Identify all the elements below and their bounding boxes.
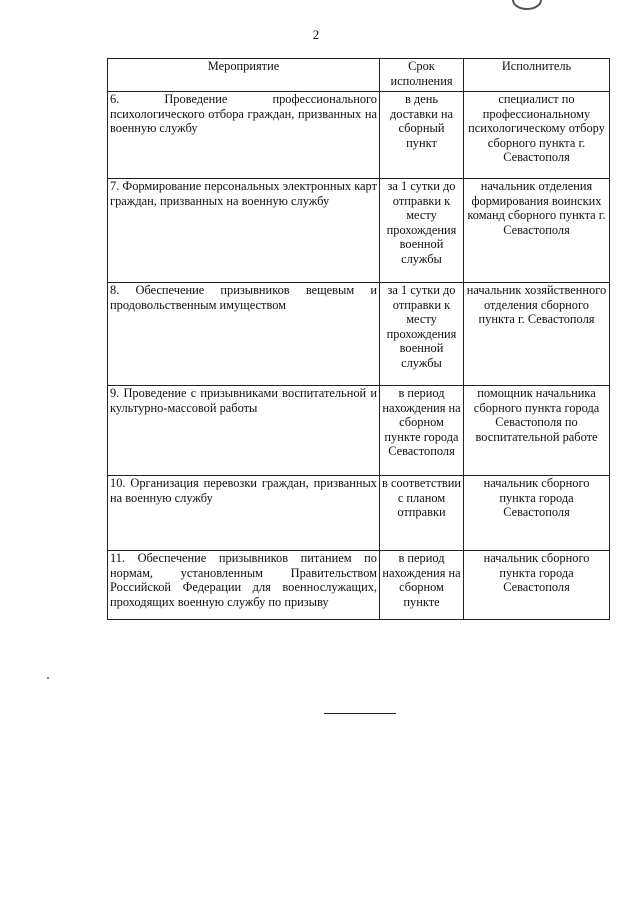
table-row bbox=[108, 386, 610, 476]
row-term: в день доставки на сборный пункт bbox=[380, 92, 464, 179]
row-event: 8. Обеспечение призывников вещевым и продовольственным имуществом bbox=[108, 283, 380, 386]
row-executor: начальник отделения формирования воинских команд сборного пункта г. Севастополя bbox=[464, 179, 610, 283]
table-row bbox=[108, 92, 610, 179]
row-event: 7. Формирование персональных электронных карт граждан, призванных на военную службу bbox=[108, 179, 380, 283]
row-term: в соответствии с планом отправки bbox=[380, 476, 464, 551]
row-event: 11. Обеспечение призывников питанием по нормам, установленным Правительством Российской Федерации для военнослужащих, проходящих военную службу по призыву bbox=[108, 551, 380, 620]
row-executor: помощник начальника сборного пункта города Севастополя по воспитательной работе bbox=[464, 386, 610, 476]
row-term: за 1 сутки до отправки к месту прохождения военной службы bbox=[380, 179, 464, 283]
table-row bbox=[108, 179, 610, 283]
scan-speck bbox=[47, 677, 49, 679]
table-row bbox=[108, 476, 610, 551]
scan-mark bbox=[512, 0, 542, 10]
row-executor: начальник хозяйственного отделения сборного пункта г. Севастополя bbox=[464, 283, 610, 386]
page-number: 2 bbox=[312, 27, 320, 42]
header-term: Срок исполнения bbox=[380, 59, 464, 92]
table-row bbox=[108, 283, 610, 386]
row-event: 10. Организация перевозки граждан, призванных на военную службу bbox=[108, 476, 380, 551]
row-term: за 1 сутки до отправки к месту прохождения военной службы bbox=[380, 283, 464, 386]
row-event: 6. Проведение профессионального психологического отбора граждан, призванных на военную службу bbox=[108, 92, 380, 179]
table-row bbox=[108, 551, 610, 620]
table-header-row bbox=[108, 59, 610, 92]
header-executor: Исполнитель bbox=[464, 59, 610, 92]
row-executor: начальник сборного пункта города Севастополя bbox=[464, 476, 610, 551]
row-executor: специалист по профессиональному психологическому отбору сборного пункта г. Севастополя bbox=[464, 92, 610, 179]
row-term: в период нахождения на сборном пункте города Севастополя bbox=[380, 386, 464, 476]
events-table bbox=[107, 58, 610, 620]
row-term: в период нахождения на сборном пункте bbox=[380, 551, 464, 620]
end-separator-line bbox=[324, 713, 396, 714]
header-event: Мероприятие bbox=[108, 59, 380, 92]
row-event: 9. Проведение с призывниками воспитательной и культурно-массовой работы bbox=[108, 386, 380, 476]
row-executor: начальник сборного пункта города Севастополя bbox=[464, 551, 610, 620]
